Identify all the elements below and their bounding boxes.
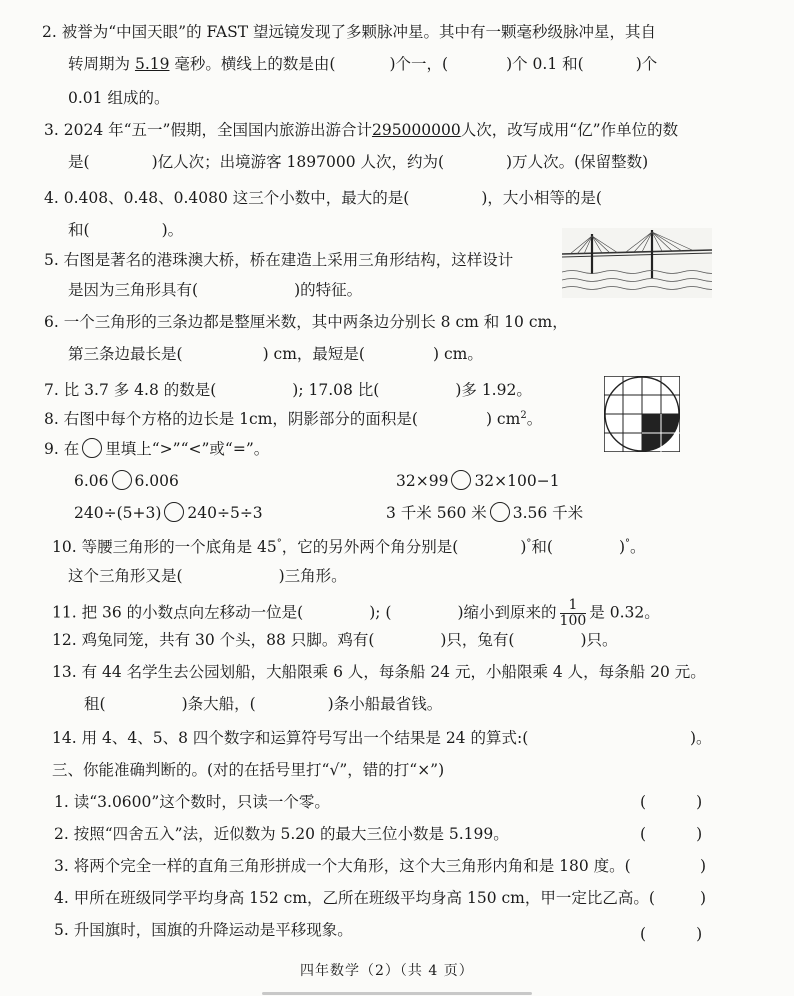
question-9: 9. 在 里填上“>”“<”或“=”。 xyxy=(44,440,270,458)
judge-bracket-4[interactable]: ) xyxy=(700,889,707,907)
question-4-line2: 和( )。 xyxy=(68,221,184,239)
judge-item-2: 2. 按照“四舍五入”法，近似数为 5.20 的最大三位小数是 5.199。 xyxy=(54,825,509,843)
question-2-line1: 2. 被誉为“中国天眼”的 FAST 望远镜发现了多颗脉冲星。其中有一颗毫秒级脉冲星，其自 xyxy=(42,23,656,41)
page-footer: 四年数学（2）（共 4 页） xyxy=(300,963,474,979)
judge-bracket-3[interactable]: ) xyxy=(700,857,707,875)
judge-bracket-1[interactable]: ( ) xyxy=(640,793,703,811)
compare-row-b: 32×99 32×100−1 xyxy=(396,472,560,490)
answer-circle[interactable] xyxy=(490,502,510,522)
answer-circle[interactable] xyxy=(164,502,184,522)
judge-item-5: 5. 升国旗时，国旗的升降运动是平移现象。 xyxy=(54,921,353,939)
question-5-line2: 是因为三角形具有( )的特征。 xyxy=(68,281,363,299)
fraction-one-hundredth: $\frac{1}{100}$ xyxy=(559,597,587,629)
underlined-period-value: 5.19 xyxy=(134,55,170,73)
question-3-line2: 是( )亿人次；出境游客 1897000 人次，约为( )万人次。(保留整数) xyxy=(68,153,649,171)
question-4-line1: 4. 0.408、0.48、0.4080 这三个小数中，最大的是( )，大小相等的是( xyxy=(44,189,602,207)
question-12: 12. 鸡兔同笼，共有 30 个头，88 只脚。鸡有( )只，兔有( )只。 xyxy=(52,631,618,649)
judge-bracket-2[interactable]: ( ) xyxy=(640,825,703,843)
underlined-tourists-value: 295000000 xyxy=(371,121,461,139)
question-6-line2: 第三条边最长是( ) cm，最短是( ) cm。 xyxy=(68,345,483,363)
bridge-illustration xyxy=(562,228,712,298)
question-8: 8. 右图中每个方格的边长是 1cm，阴影部分的面积是( ) $cm^2$。 xyxy=(44,410,543,429)
question-11: 11. 把 36 的小数点向左移动一位是( ); ( )缩小到原来的 $\frac{1}{100}$ 是 0.32。 xyxy=(52,597,660,629)
question-14: 14. 用 4、4、5、8 四个数字和运算符号写出一个结果是 24 的算式:( xyxy=(52,729,529,747)
judge-item-1: 1. 读“3.0600”这个数时，只读一个零。 xyxy=(54,793,330,811)
judge-item-4: 4. 甲所在班级同学平均身高 152 cm，乙所在班级平均身高 150 cm，甲一定比乙高。( xyxy=(54,889,655,907)
question-6-line1: 6. 一个三角形的三条边都是整厘米数，其中两条边分别长 8 cm 和 10 cm， xyxy=(44,313,568,331)
question-13-line2: 租( )条大船，( )条小船最省钱。 xyxy=(84,695,443,713)
question-2-line3: 0.01 组成的。 xyxy=(68,89,170,107)
scroll-indicator xyxy=(262,992,532,995)
compare-row-d: 3 千米 560 米 3.56 千米 xyxy=(386,504,584,522)
question-13-line1: 13. 有 44 名学生去公园划船，大船限乘 6 人，每条船 24 元，小船限乘 4 人，每条船 20 元。 xyxy=(52,663,706,681)
judge-item-3: 3. 将两个完全一样的直角三角形拼成一个大角形，这个大三角形内角和是 180 度。( xyxy=(54,857,631,875)
comparison-circle-icon xyxy=(82,438,102,458)
answer-circle[interactable] xyxy=(451,470,471,490)
question-2-line2: 转周期为 5.19 毫秒。横线上的数是由( )个一，( )个 0.1 和( )个 xyxy=(68,55,658,73)
shaded-grid-figure xyxy=(604,376,680,452)
question-5-line1: 5. 右图是著名的港珠澳大桥，桥在建造上采用三角形结构，这样设计 xyxy=(44,251,514,269)
compare-row-c: 240÷(5+3) 240÷5÷3 xyxy=(74,504,263,522)
section-3-title: 三、你能准确判断的。(对的在括号里打“√”，错的打“×”) xyxy=(52,761,445,779)
answer-circle[interactable] xyxy=(112,470,132,490)
question-10-line2: 这个三角形又是( )三角形。 xyxy=(68,567,347,585)
question-7: 7. 比 3.7 多 4.8 的数是( ); 17.08 比( )多 1.92。 xyxy=(44,381,532,399)
question-14-end: )。 xyxy=(690,729,712,747)
question-10-line1: 10. 等腰三角形的一个底角是 45°，它的另外两个角分别是( )°和( )°。 xyxy=(52,538,646,557)
judge-bracket-5[interactable]: ( ) xyxy=(640,925,703,943)
compare-row-a: 6.06 6.006 xyxy=(74,472,179,490)
question-3-line1: 3. 2024 年“五一”假期，全国国内旅游出游合计295000000人次，改写成用“亿”作单位的数 xyxy=(44,121,679,139)
